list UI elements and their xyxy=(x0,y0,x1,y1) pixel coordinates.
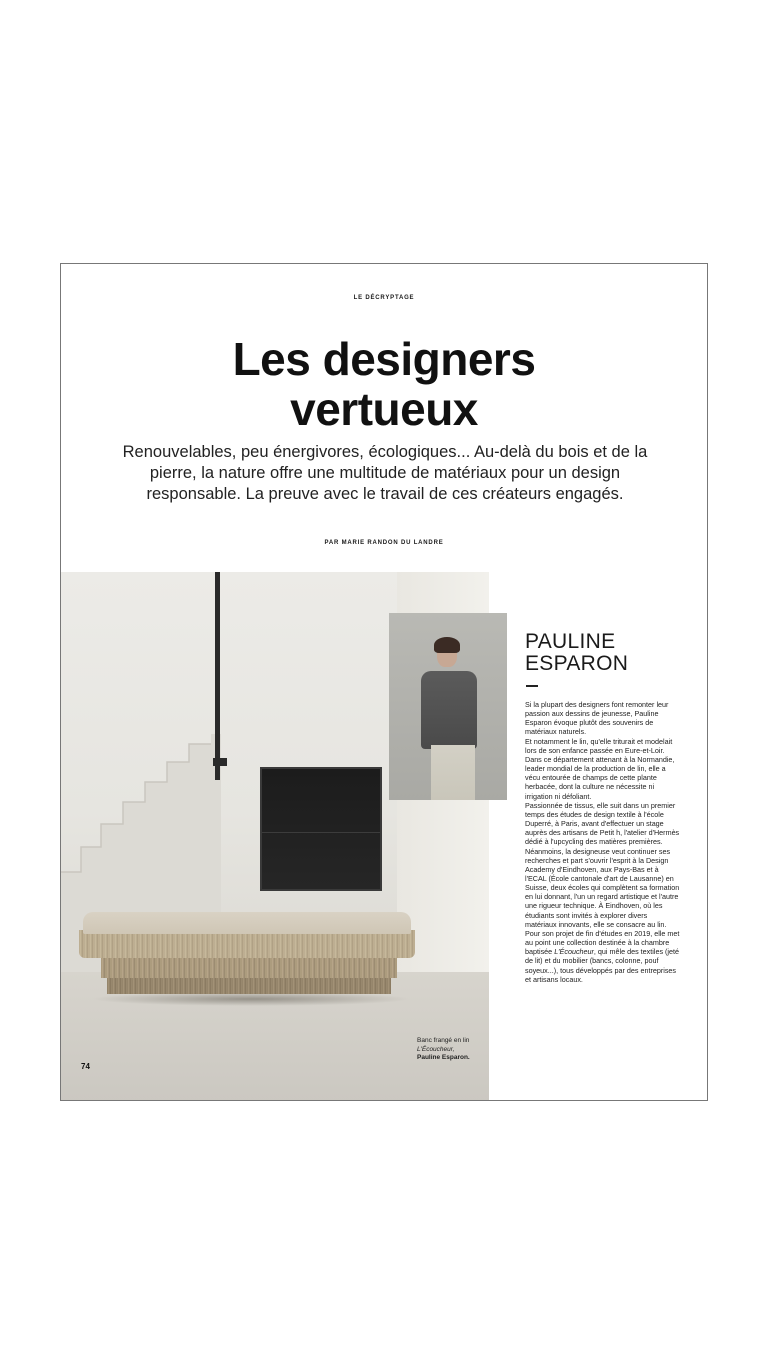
article-title xyxy=(61,334,707,434)
name-rule xyxy=(526,685,538,687)
caption-author: Pauline Esparon. xyxy=(417,1054,470,1061)
designer-name-line-1: PAULINE xyxy=(525,630,616,653)
designer-name xyxy=(525,631,695,675)
bench-fringe-bottom xyxy=(107,976,391,994)
title-line-1: Les designers xyxy=(232,333,536,385)
bench-fringe-middle xyxy=(101,958,397,978)
designer-name-line-2: ESPARON xyxy=(525,652,629,675)
body-paragraph-1: Si la plupart des designers font remonter leur passion aux dessins de jeunesse, Pauline Esparon évoque plutôt des souvenirs de matériaux naturels. xyxy=(525,700,669,737)
page-number: 74 xyxy=(81,1062,90,1071)
title-line-2: vertueux xyxy=(290,383,478,435)
bench-cushion xyxy=(83,912,411,934)
portrait-shirt xyxy=(421,671,477,749)
bench-shadow xyxy=(91,992,411,1006)
profile-body xyxy=(525,700,680,984)
byline: PAR MARIE RANDON DU LANDRE xyxy=(324,540,444,546)
pipe-bend xyxy=(213,758,227,766)
magazine-page xyxy=(60,263,708,1101)
body-italic-title: L'Écoucheur xyxy=(554,947,594,957)
pipe xyxy=(215,572,220,780)
body-paragraph-3-end: , qui mêle des textiles (jeté de lit) et du mobilier (bancs, colonne, pouf soyeux...), tous développés par des entreprises et artisans locaux. xyxy=(525,947,680,984)
section-kicker: LE DÉCRYPTAGE xyxy=(353,295,415,301)
portrait-hair xyxy=(434,637,460,653)
black-door xyxy=(260,767,382,891)
bench-fringe-top xyxy=(79,930,415,958)
portrait-trousers xyxy=(431,745,475,800)
article-lede: Renouvelables, peu énergivores, écologiques... Au-delà du bois et de la pierre, la nature offre une multitude de matériaux pour un design responsable. La preuve avec le travail de ces créateurs engagés. xyxy=(122,443,648,503)
body-paragraph-3 xyxy=(525,801,680,984)
portrait-photo xyxy=(389,613,507,800)
caption-title: L'Écoucheur, xyxy=(417,1045,455,1053)
photo-caption xyxy=(417,1037,489,1063)
body-paragraph-2: Et notamment le lin, qu'elle triturait et modelait lors de son enfance passée en Eure-et-Loir. Dans ce département attenant à la Normandie, leader mondial de la production de lin, elle a vécu entourée de champs de cette plante herbacée, dont la culture ne nécessite ni irrigation ni défoliant. xyxy=(525,736,675,801)
caption-line-1: Banc frangé en lin xyxy=(417,1037,470,1044)
body-paragraph-3-text: Passionnée de tissus, elle suit dans un premier temps des études de design textile à l'école Duperré, à Paris, avant d'effectuer un stage auprès des artisans de Petit h, l'atelier d'Hermès dédié à l'upcycling des matières premières. Néanmoins, la designeuse veut continuer ses recherches et part s'ouvrir l'esprit à la Design Academy d'Eindhoven, aux Pays-Bas et à l'ECAL (École cantonale d'art de Lausanne) en Suisse, deux écoles qui complètent sa formation en lui donnant, l'un un regard artistique et l'autre une rigueur technique. À Eindhoven, où les étudiants sont invités à explorer divers matériaux innovants, elle se consacre au lin. Pour son projet de fin d'études en 2019, elle met au point une collection destinée à la chambre baptisée xyxy=(525,800,680,957)
